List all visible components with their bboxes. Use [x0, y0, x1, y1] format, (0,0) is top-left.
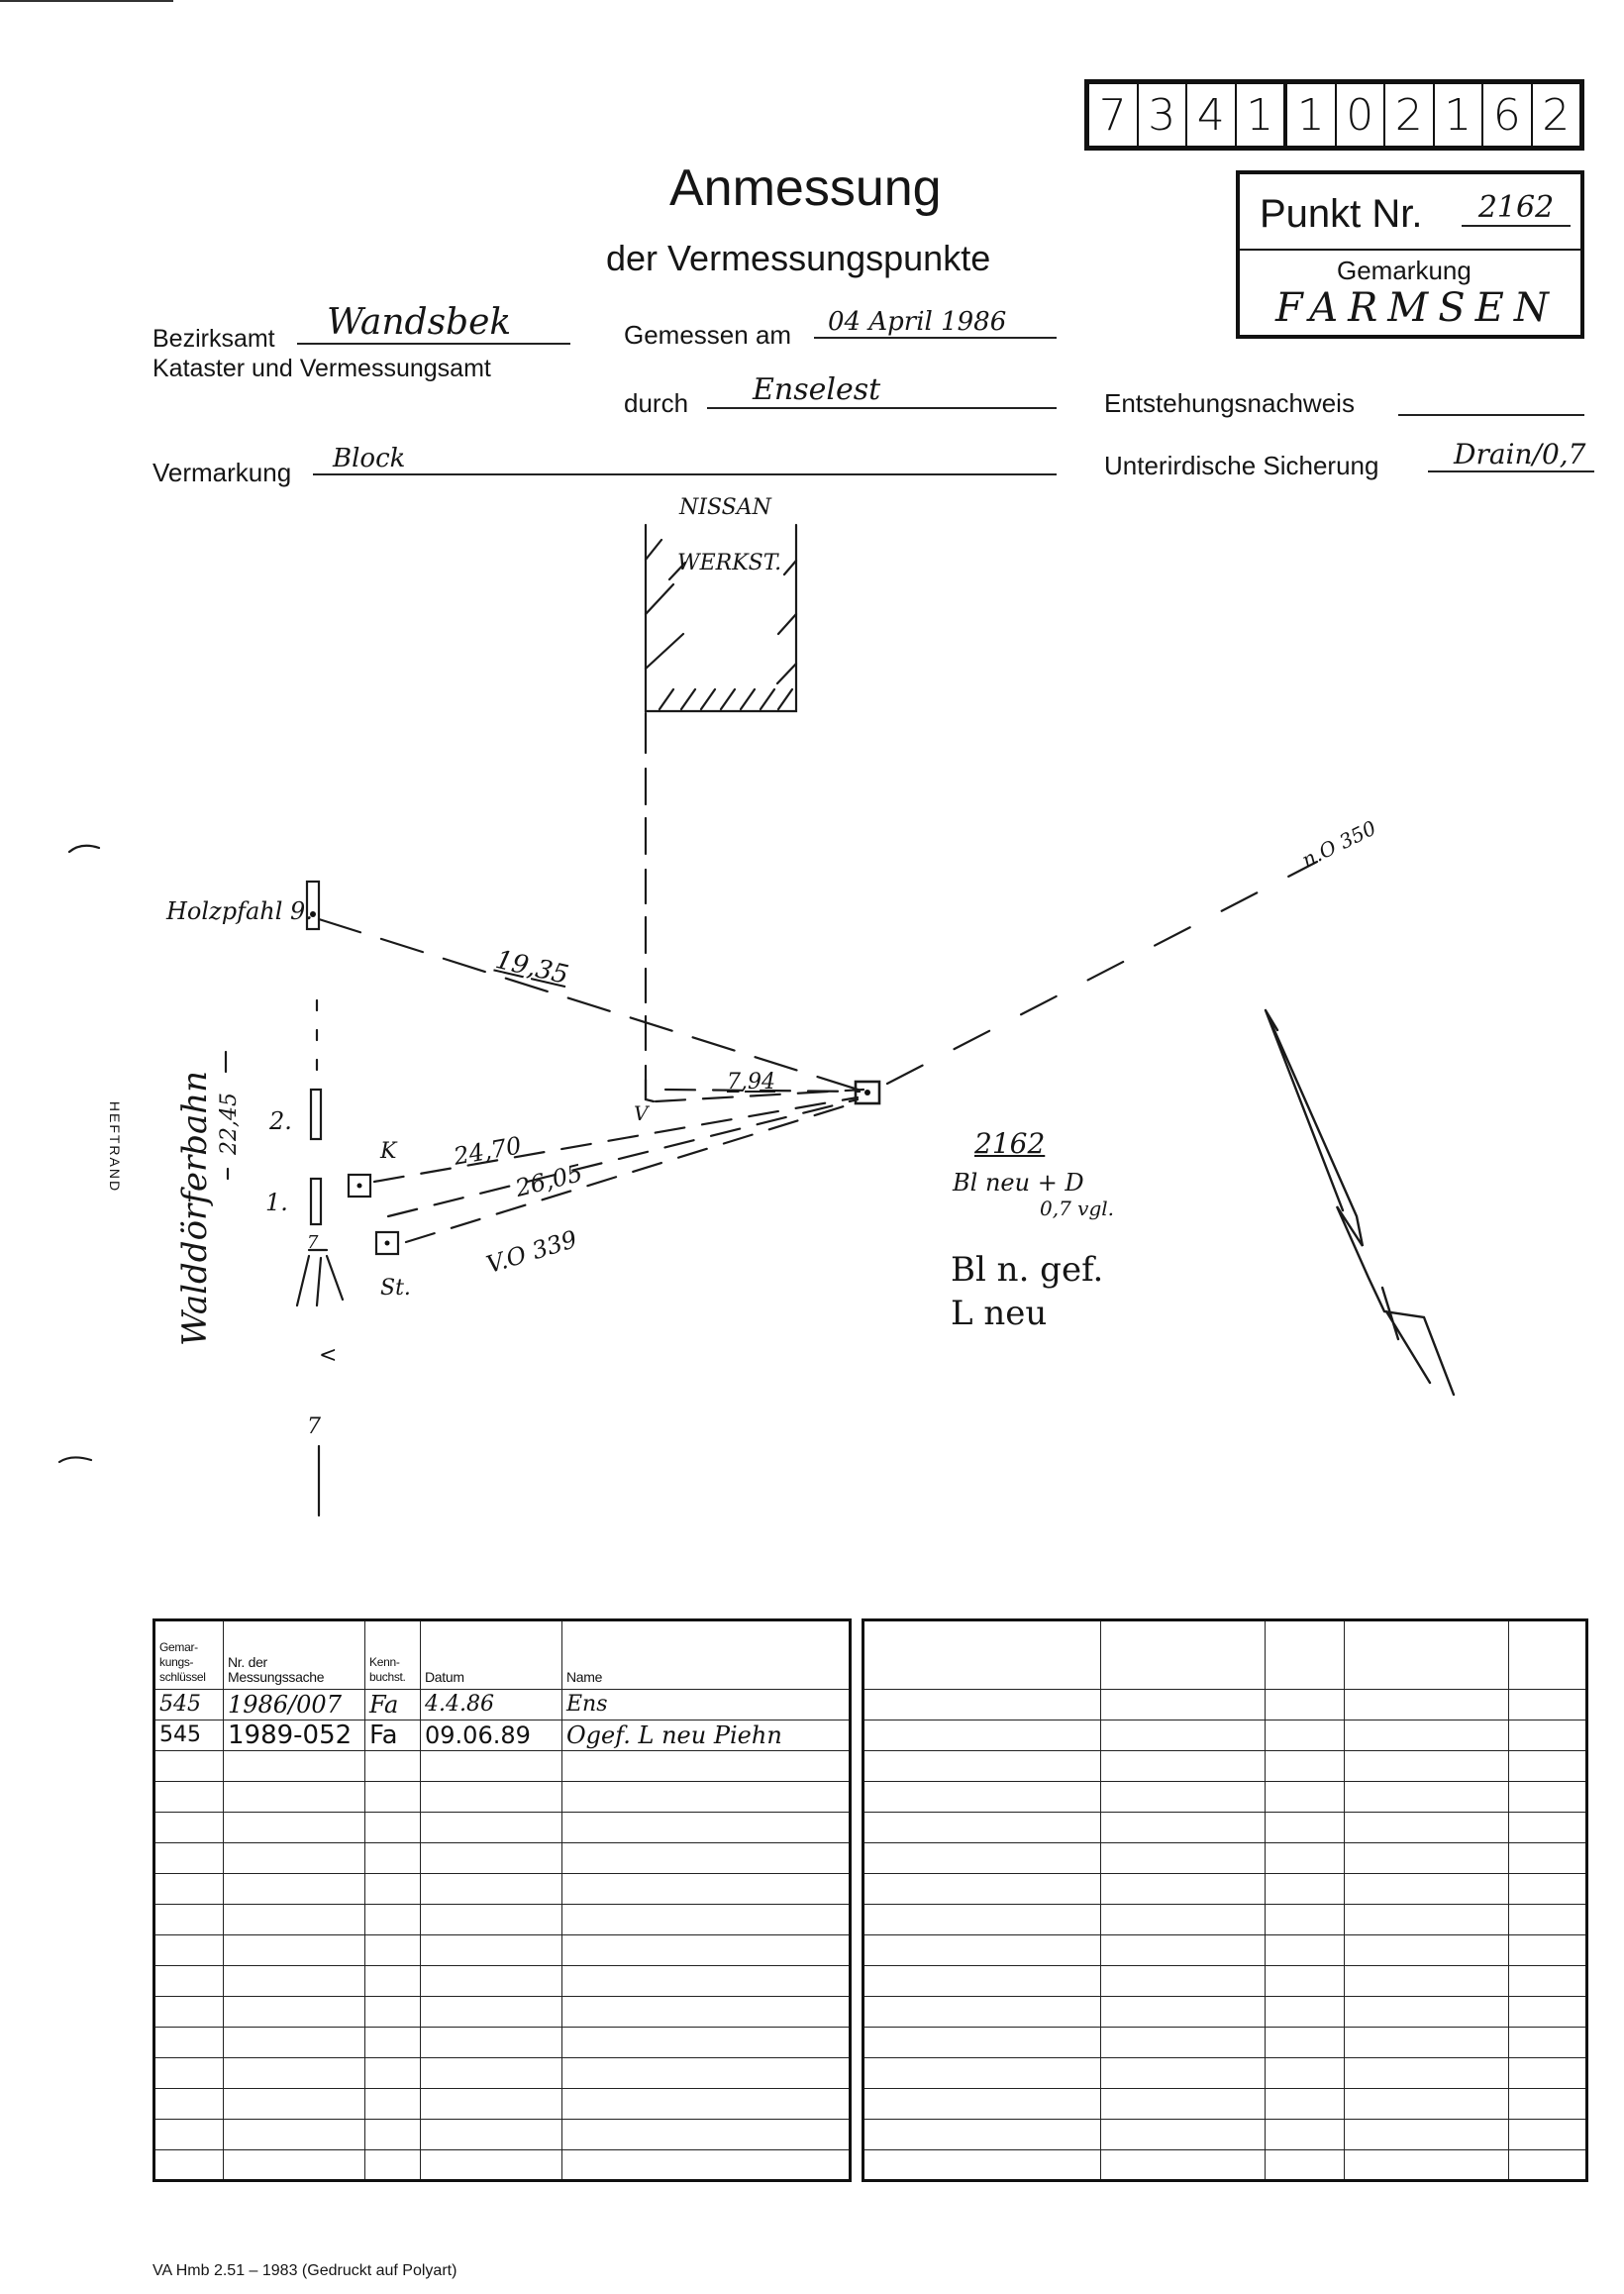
- v-mark: [646, 1080, 654, 1101]
- col-header: Name: [562, 1620, 851, 1690]
- table-cell: 1989-052: [224, 1720, 365, 1751]
- table-row: [863, 1782, 1587, 1813]
- id-digit: 1: [1435, 84, 1484, 146]
- sicherung-label: Unterirdische Sicherung: [1104, 451, 1379, 480]
- note-lneu: L neu: [951, 1294, 1048, 1333]
- mark-2-label: 2.: [269, 1107, 292, 1135]
- table-cell: 545: [154, 1720, 224, 1751]
- table-row: [863, 1874, 1587, 1905]
- dist-2245-label: 22,45: [216, 1093, 242, 1155]
- tripod: [297, 1250, 343, 1305]
- table-row: [154, 2120, 851, 2150]
- table-cell: 545: [154, 1690, 224, 1720]
- table-row: [154, 1690, 851, 1720]
- table-row: [154, 1874, 851, 1905]
- gemarkung-value: FARMSEN: [1275, 285, 1559, 331]
- id-digit: 7: [1089, 84, 1139, 146]
- table-row: [863, 1813, 1587, 1843]
- table-row: [154, 2089, 851, 2120]
- no-350-label: n.O 350: [1297, 815, 1380, 873]
- table-cell: 09.06.89: [421, 1720, 562, 1751]
- dist-2605-label: 26,05: [512, 1159, 586, 1202]
- note-bl: Bl n. gef.: [951, 1250, 1104, 1290]
- id-digit: 2: [1385, 84, 1435, 146]
- table-row: [154, 1966, 851, 1997]
- note-line-2: 0,7 vgl.: [1040, 1197, 1115, 1220]
- point-k-dot: [357, 1184, 362, 1189]
- table-row: [154, 1935, 851, 1966]
- record-table: [152, 1618, 852, 2182]
- table-row: [154, 2150, 851, 2181]
- point-st-dot: [385, 1241, 390, 1246]
- table-row: [863, 1751, 1587, 1782]
- table-row: [154, 2058, 851, 2089]
- table-cell: Fa: [365, 1720, 421, 1751]
- table-row: [154, 1905, 851, 1935]
- seven-label-b: 7: [307, 1414, 321, 1439]
- vo-339-label: V.O 339: [482, 1224, 580, 1280]
- table-row: [154, 1751, 851, 1782]
- mark-1: [311, 1179, 321, 1224]
- margin-mark: [59, 846, 99, 1462]
- durch-label: durch: [624, 388, 689, 418]
- table-row: [154, 2028, 851, 2058]
- street-label: Walddörferbahn: [175, 1070, 216, 1347]
- table-row: [863, 1966, 1587, 1997]
- mark-2: [311, 1090, 321, 1139]
- id-digit: 6: [1483, 84, 1533, 146]
- entstehung-label: Entstehungsnachweis: [1104, 388, 1355, 418]
- table-row: [154, 1720, 851, 1751]
- table-row: [863, 1720, 1587, 1751]
- table-row: [863, 1905, 1587, 1935]
- dist-1935-label: 19,35: [492, 945, 571, 991]
- gemessen-value: 04 April 1986: [814, 307, 1057, 339]
- table-row: [863, 1690, 1587, 1720]
- nissan-label: NISSAN: [679, 495, 771, 520]
- table-row: [863, 1935, 1587, 1966]
- page-title: Anmessung: [669, 159, 942, 217]
- table-row: [863, 2089, 1587, 2120]
- table-cell: Fa: [365, 1690, 421, 1720]
- table-row: [863, 2058, 1587, 2089]
- mark-st-label: St.: [380, 1276, 411, 1301]
- col-header: Kenn-buchst.: [365, 1620, 421, 1690]
- id-digit: 0: [1337, 84, 1386, 146]
- mark-k-label: K: [380, 1139, 397, 1164]
- note-line-1: Bl neu + D: [953, 1169, 1084, 1197]
- vermarkung-label: Vermarkung: [152, 458, 292, 487]
- table-cell: Ens: [562, 1690, 851, 1720]
- line-ne: [887, 862, 1317, 1084]
- page-subtitle: der Vermessungspunkte: [606, 238, 991, 278]
- bezirksamt-value: Wandsbek: [297, 302, 570, 345]
- line-holzpfahl: [319, 919, 867, 1093]
- table-cell: 1986/007: [224, 1690, 365, 1720]
- id-digit: 1: [1287, 84, 1337, 146]
- mark-1-label: 1.: [265, 1189, 288, 1216]
- record-table-right: [862, 1618, 1588, 2182]
- point-2162-dot: [864, 1090, 870, 1095]
- table-row: [154, 1843, 851, 1874]
- holzpfahl-label: Holzpfahl 9.: [166, 897, 313, 925]
- note-point-number: 2162: [974, 1127, 1046, 1160]
- table-row: [154, 1997, 851, 2028]
- id-digit: 3: [1139, 84, 1188, 146]
- table-cell: Ogef. L neu Piehn: [562, 1720, 851, 1751]
- table-row: [154, 1782, 851, 1813]
- table-row: [154, 1813, 851, 1843]
- id-digit: 1: [1237, 84, 1288, 146]
- gemessen-label: Gemessen am: [624, 320, 792, 350]
- kataster-label: Kataster und Vermessungsamt: [152, 355, 491, 382]
- col-header: Nr. der Messungssache: [224, 1620, 365, 1690]
- id-digit: 4: [1187, 84, 1237, 146]
- dist-2470-label: 24,70: [452, 1131, 524, 1171]
- durch-value: Enselest: [707, 372, 1057, 409]
- line-st: [406, 1101, 860, 1242]
- sicherung-value: Drain/0,7: [1428, 438, 1594, 472]
- table-header-row: [863, 1620, 1587, 1690]
- footer-note: VA Hmb 2.51 – 1983 (Gedruckt auf Polyart): [152, 2262, 457, 2279]
- table-row: [863, 2120, 1587, 2150]
- table-cell: 4.4.86: [421, 1690, 562, 1720]
- seven-label-a: 7: [307, 1232, 319, 1253]
- v-label: V: [634, 1101, 649, 1125]
- table-row: [863, 1997, 1587, 2028]
- heftrand-label: HEFTRAND: [107, 1100, 124, 1194]
- vermarkung-value: Block: [313, 444, 1057, 475]
- punkt-label: Punkt Nr.: [1260, 192, 1423, 236]
- dist-794-label: 7,94: [727, 1070, 775, 1095]
- gemarkung-label: Gemarkung: [1337, 256, 1472, 285]
- id-digit: 2: [1542, 89, 1571, 141]
- table-row: [863, 1843, 1587, 1874]
- col-header: Gemar-kungs-schlüssel: [154, 1620, 224, 1690]
- werkst-label: WERKST.: [677, 551, 782, 575]
- north-arrow-icon: [1266, 1010, 1454, 1395]
- table-header-row: [154, 1620, 851, 1690]
- lt-mark: <: [319, 1343, 338, 1368]
- col-header: Datum: [421, 1620, 562, 1690]
- line-k: [374, 1097, 858, 1182]
- table-row: [863, 2150, 1587, 2181]
- table-row: [863, 2028, 1587, 2058]
- punkt-value: 2162: [1462, 190, 1571, 227]
- bezirksamt-label: Bezirksamt: [152, 325, 275, 353]
